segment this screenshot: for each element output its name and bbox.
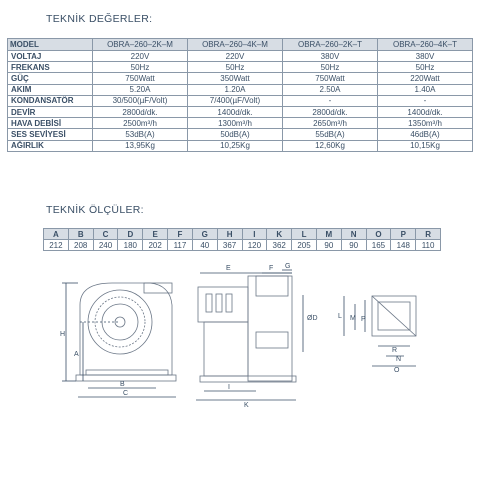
table-row <box>8 140 473 151</box>
row-label: HAVA DEBİSİ <box>8 118 93 129</box>
dimension-letter: R <box>416 229 441 240</box>
row-label: SES SEVİYESİ <box>8 129 93 140</box>
table-cell: 46dB(A) <box>378 129 473 140</box>
dimension-value: 208 <box>68 240 93 251</box>
dim-label-a: A <box>74 351 79 358</box>
table-cell: 2.50A <box>283 84 378 95</box>
table-cell: 53dB(A) <box>93 129 188 140</box>
fan-dimension-drawing <box>0 255 480 455</box>
dimension-value: 148 <box>391 240 416 251</box>
table-cell: 1.40A <box>378 84 473 95</box>
side-view <box>198 276 296 382</box>
table-cell: 1350m³/h <box>378 118 473 129</box>
table-cell: 55dB(A) <box>283 129 378 140</box>
table-cell: 50dB(A) <box>188 129 283 140</box>
dimension-value: 202 <box>143 240 168 251</box>
dimension-letter: A <box>44 229 69 240</box>
dimension-letter: F <box>168 229 193 240</box>
dimension-letter: N <box>341 229 366 240</box>
table-row <box>8 106 473 117</box>
dimension-value: 90 <box>316 240 341 251</box>
dimension-letter: O <box>366 229 391 240</box>
table-cell: 1400d/dk. <box>188 106 283 117</box>
technical-values-table <box>7 38 473 152</box>
table-cell: - <box>378 95 473 106</box>
table-row <box>8 118 473 129</box>
header-cell: OBRA–260–2K–T <box>283 39 378 51</box>
dimension-letter: L <box>292 229 317 240</box>
dimension-value: 110 <box>416 240 441 251</box>
table-row <box>8 51 473 62</box>
dimension-values-row <box>44 240 441 251</box>
table-cell: - <box>283 95 378 106</box>
table-header-row <box>8 39 473 51</box>
table-cell: 380V <box>378 51 473 62</box>
table-cell: 350Watt <box>188 73 283 84</box>
table-row <box>8 73 473 84</box>
dimension-letter: M <box>316 229 341 240</box>
dimension-letter: C <box>93 229 118 240</box>
dim-label-h: H <box>60 331 66 338</box>
table-cell: 1.20A <box>188 84 283 95</box>
table-cell: 10,25Kg <box>188 140 283 151</box>
dim-label-b: B <box>120 381 125 388</box>
dim-label-o: O <box>394 367 400 374</box>
dim-label-i: I <box>228 384 230 391</box>
dimension-value: 117 <box>168 240 193 251</box>
row-label: KONDANSATÖR <box>8 95 93 106</box>
dimension-letter: B <box>68 229 93 240</box>
table-cell: 50Hz <box>283 62 378 73</box>
technical-dimensions-title: TEKNİK ÖLÇÜLER: <box>46 204 144 216</box>
dimension-letter: H <box>217 229 242 240</box>
dimension-letter: K <box>267 229 292 240</box>
row-label: AĞIRLIK <box>8 140 93 151</box>
table-cell: 7/400(µF/Volt) <box>188 95 283 106</box>
dimension-letters-row <box>44 229 441 240</box>
table-cell: 2650m³/h <box>283 118 378 129</box>
dimensions-table <box>43 228 441 251</box>
dim-label-d: ØD <box>307 315 318 322</box>
header-cell: OBRA–260–2K–M <box>93 39 188 51</box>
dim-label-r: R <box>392 347 398 354</box>
dimension-value: 180 <box>118 240 143 251</box>
table-row <box>8 95 473 106</box>
table-cell: 750Watt <box>283 73 378 84</box>
dimension-value: 367 <box>217 240 242 251</box>
dimension-value: 40 <box>192 240 217 251</box>
table-cell: 380V <box>283 51 378 62</box>
technical-values-title: TEKNİK DEĞERLER: <box>46 13 153 25</box>
dimension-value: 362 <box>267 240 292 251</box>
table-cell: 30/500(µF/Volt) <box>93 95 188 106</box>
table-row <box>8 84 473 95</box>
table-cell: 13,95Kg <box>93 140 188 151</box>
dim-label-k: K <box>244 402 249 409</box>
dimension-value: 205 <box>292 240 317 251</box>
table-cell: 12,60Kg <box>283 140 378 151</box>
dimension-letter: E <box>143 229 168 240</box>
dim-label-e: E <box>226 265 231 272</box>
table-row <box>8 129 473 140</box>
table-cell: 220Watt <box>378 73 473 84</box>
dim-label-p: P <box>361 316 366 323</box>
dimension-value: 240 <box>93 240 118 251</box>
table-cell: 2800d/dk. <box>93 106 188 117</box>
row-label: GÜÇ <box>8 73 93 84</box>
table-cell: 50Hz <box>93 62 188 73</box>
front-view <box>76 283 176 381</box>
dimension-letter: G <box>192 229 217 240</box>
table-cell: 50Hz <box>378 62 473 73</box>
header-cell: OBRA–260–4K–M <box>188 39 283 51</box>
table-cell: 1300m³/h <box>188 118 283 129</box>
row-label: VOLTAJ <box>8 51 93 62</box>
row-label: DEVİR <box>8 106 93 117</box>
dimension-value: 212 <box>44 240 69 251</box>
dimension-value: 90 <box>341 240 366 251</box>
table-cell: 2800d/dk. <box>283 106 378 117</box>
row-label: FREKANS <box>8 62 93 73</box>
dim-label-f: F <box>269 265 274 272</box>
row-label: AKIM <box>8 84 93 95</box>
dim-label-g: G <box>285 263 291 270</box>
dim-label-m: M <box>350 315 356 322</box>
table-cell: 220V <box>93 51 188 62</box>
dimension-letter: P <box>391 229 416 240</box>
dimension-letter: D <box>118 229 143 240</box>
table-cell: 1400d/dk. <box>378 106 473 117</box>
dim-label-c: C <box>123 390 129 397</box>
dimension-value: 120 <box>242 240 267 251</box>
table-cell: 10,15Kg <box>378 140 473 151</box>
table-cell: 50Hz <box>188 62 283 73</box>
table-cell: 2500m³/h <box>93 118 188 129</box>
dimension-value: 165 <box>366 240 391 251</box>
header-cell: OBRA–260–4K–T <box>378 39 473 51</box>
dimension-letter: I <box>242 229 267 240</box>
table-row <box>8 62 473 73</box>
dim-label-n: N <box>396 356 402 363</box>
table-cell: 750Watt <box>93 73 188 84</box>
flange-view <box>372 296 416 336</box>
table-cell: 5.20A <box>93 84 188 95</box>
header-cell: MODEL <box>8 39 93 51</box>
table-cell: 220V <box>188 51 283 62</box>
dim-label-l: L <box>338 313 342 320</box>
